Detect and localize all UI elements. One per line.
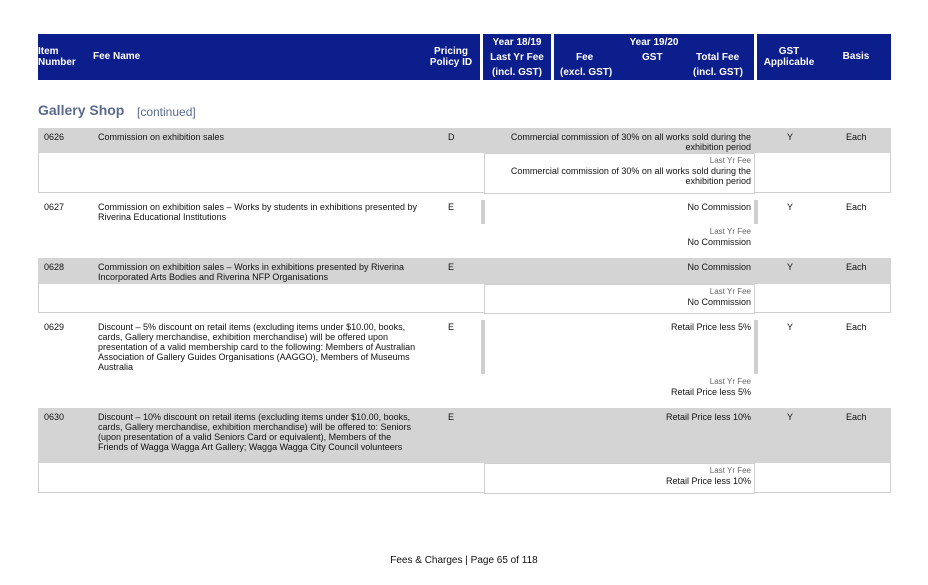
table-row [38, 258, 891, 314]
fee-value: No Commission [687, 202, 751, 212]
fee-value: Retail Price less 5% [670, 322, 751, 332]
fee-name: Commission on exhibition sales [98, 132, 225, 142]
header-fee-name: Fee Name [93, 51, 141, 62]
header-incl-gst: (incl. GST) [492, 67, 542, 78]
last-year-value: Retail Price less 5% [670, 387, 751, 397]
row-outline [38, 153, 891, 193]
item-code: 0627 [44, 202, 65, 212]
gst-applicable: Y [787, 202, 794, 212]
header-pricing-policy: Pricing Policy ID [429, 46, 473, 68]
header-incl-gst-total: (incl. GST) [693, 67, 743, 78]
last-year-fee [481, 287, 751, 307]
header-item-number: Item Number [38, 46, 76, 68]
gst-applicable: Y [787, 132, 794, 142]
last-year-value: No Commission [687, 237, 751, 247]
basis: Each [846, 202, 867, 212]
row-outline [38, 463, 891, 493]
item-code: 0626 [44, 132, 65, 142]
basis: Each [846, 322, 867, 332]
pricing-policy: E [448, 262, 455, 272]
gst-applicable: Y [787, 322, 794, 332]
header-gst: GST [642, 52, 663, 63]
last-year-value: Retail Price less 10% [665, 476, 751, 486]
fee-name: Discount – 5% discount on retail items (excluding items under $10.00, books, cards, Gallery merchandise, exhibition merchandise) will be offered upon presentation of a valid membership card to the following: Members of Australian Association of Gallery Guides Organisations (AAGGO), Members of Museums Australia [98, 322, 416, 372]
gst-applicable: Y [787, 262, 794, 272]
table-row [38, 198, 891, 254]
last-year-label: Last Yr Fee [709, 156, 751, 165]
section-title: Gallery Shop [38, 102, 125, 118]
last-year-value: No Commission [687, 297, 751, 307]
header-excl-gst: (excl. GST) [560, 67, 613, 78]
header-year-1819: Year 18/19 [492, 37, 542, 48]
last-year-fee [481, 156, 751, 186]
header-fee: Fee [576, 52, 594, 63]
fee-value: Retail Price less 10% [665, 412, 751, 422]
item-code: 0630 [44, 412, 65, 422]
last-year-label: Last Yr Fee [709, 227, 751, 236]
item-code: 0628 [44, 262, 65, 272]
header-basis: Basis [842, 51, 870, 62]
table-row [38, 318, 891, 404]
fee-right-bar [754, 320, 758, 374]
last-year-fee [481, 377, 751, 397]
pricing-policy: E [448, 322, 455, 332]
page-footer: Fees & Charges | Page 65 of 118 [390, 555, 538, 566]
header-gst-applicable: GST Applicable [763, 46, 815, 68]
basis: Each [846, 132, 867, 142]
fee-name: Discount – 10% discount on retail items (excluding items under $10.00, books, cards, Gallery merchandise, exhibition merchandise) will be offered to: Seniors (upon presentation of a valid Seniors Card or equivalent), Members of the Friends of Wagga Wagga Art Gallery; Wagga Wagga City Council volunteers [98, 412, 411, 452]
item-code: 0629 [44, 322, 65, 332]
last-year-value: Commercial commission of 30% on all works sold during the exhibition period [510, 166, 751, 186]
pricing-policy: D [448, 132, 455, 142]
last-year-label: Last Yr Fee [709, 287, 751, 296]
fee-name: Commission on exhibition sales – Works by students in exhibitions presented by Riverina Educational Institutions [98, 202, 417, 222]
pricing-policy: E [448, 412, 455, 422]
header-last-yr-fee: Last Yr Fee [490, 52, 544, 63]
basis: Each [846, 262, 867, 272]
fee-right-bar [754, 200, 758, 224]
fee-name: Commission on exhibition sales – Works in exhibitions presented by Riverina Incorporated Arts Bodies and Riverina NFP Organisations [98, 262, 404, 282]
basis: Each [846, 412, 867, 422]
last-year-fee [481, 227, 751, 247]
header-total-fee: Total Fee [696, 52, 740, 63]
header-year-1920: Year 19/20 [629, 37, 679, 48]
fee-value: No Commission [687, 262, 751, 272]
fee-value: Commercial commission of 30% on all works sold during the exhibition period [510, 132, 751, 152]
table-header [38, 34, 891, 80]
table-row [38, 128, 891, 194]
row-outline [38, 284, 891, 313]
section-subtitle: [continued] [137, 105, 196, 119]
last-year-label: Last Yr Fee [709, 377, 751, 386]
table-row [38, 408, 891, 496]
pricing-policy: E [448, 202, 455, 212]
last-year-fee [481, 466, 751, 486]
gst-applicable: Y [787, 412, 794, 422]
last-year-label: Last Yr Fee [709, 466, 751, 475]
